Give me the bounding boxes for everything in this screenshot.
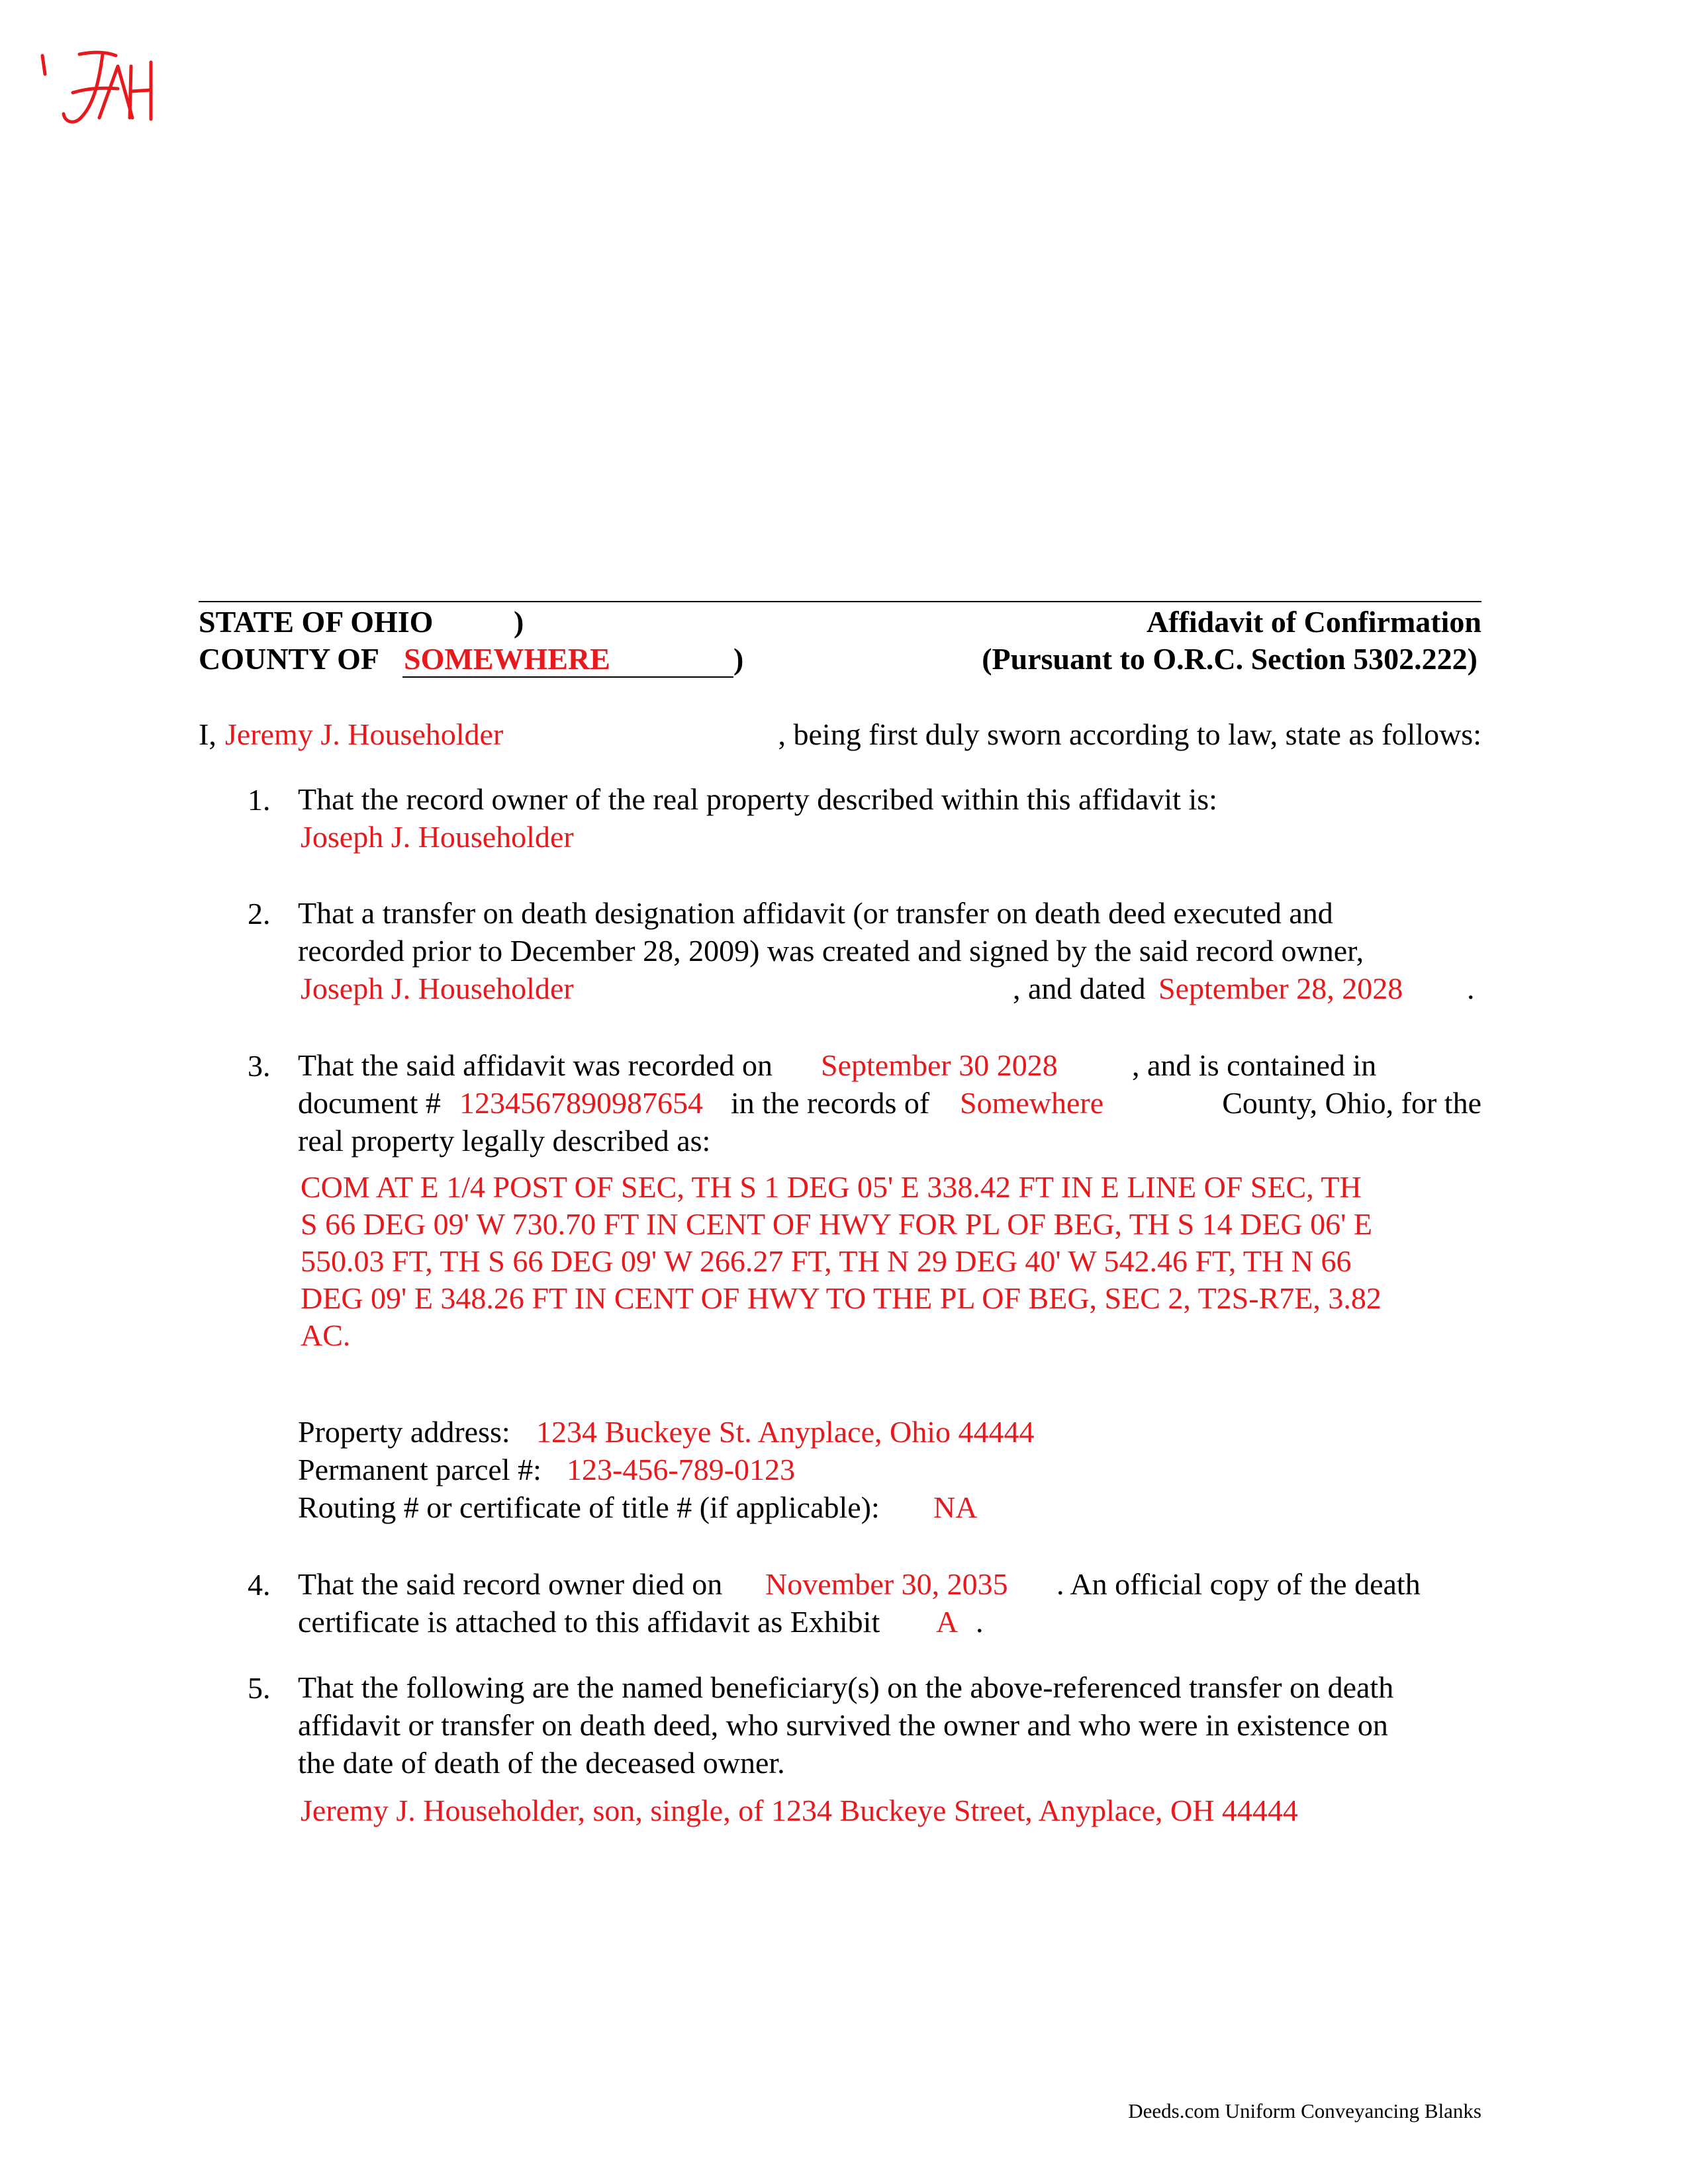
property-address: 1234 Buckeye St. Anyplace, Ohio 44444: [536, 1415, 1035, 1449]
item2-date: September 28, 2028: [1158, 972, 1403, 1005]
county-label: COUNTY OF: [199, 642, 380, 676]
item5-number: 5.: [248, 1671, 271, 1705]
state-label: STATE OF OHIO: [199, 605, 434, 639]
county-underline: [402, 676, 733, 678]
intro-prefix: I,: [199, 717, 216, 751]
legal-description-line: COM AT E 1/4 POST OF SEC, TH S 1 DEG 05' E 338.42 FT IN E LINE OF SEC, TH: [301, 1170, 1362, 1204]
item2-line2: recorded prior to December 28, 2009) was created and signed by the said record owner,: [298, 934, 1364, 968]
item4-period: .: [976, 1605, 984, 1639]
item3-number: 3.: [248, 1049, 271, 1083]
item4-copy-label: . An official copy of the death: [1056, 1567, 1421, 1601]
item4-died-label: That the said record owner died on: [298, 1567, 723, 1601]
parcel-label: Permanent parcel #:: [298, 1453, 541, 1486]
legal-description-line: DEG 09' E 348.26 FT IN CENT OF HWY TO THE PL OF BEG, SEC 2, T2S-R7E, 3.82: [301, 1281, 1382, 1315]
item4-exhibit-label: certificate is attached to this affidavit as Exhibit: [298, 1605, 880, 1639]
property-address-label: Property address:: [298, 1415, 510, 1449]
item2-line1: That a transfer on death designation affidavit (or transfer on death deed executed and: [298, 896, 1333, 930]
item1-number: 1.: [248, 783, 271, 817]
item5-line2: affidavit or transfer on death deed, who survived the owner and who were in existence on: [298, 1708, 1388, 1742]
routing-value: NA: [933, 1490, 978, 1524]
legal-description-line: AC.: [301, 1318, 351, 1352]
item3-document-number: 1234567890987654: [459, 1086, 703, 1120]
affiant-name: Jeremy J. Householder: [225, 717, 504, 751]
item2-dated-label: , and dated: [1013, 972, 1146, 1005]
item4-exhibit: A: [936, 1605, 959, 1639]
item2-period: .: [1467, 972, 1475, 1005]
county-paren: ): [733, 642, 744, 676]
item3-legal-intro: real property legally described as:: [298, 1124, 711, 1158]
state-paren: ): [514, 605, 524, 639]
item3-document-label: document #: [298, 1086, 441, 1120]
intro-suffix: , being first duly sworn according to law, state as follows:: [778, 717, 1481, 751]
item5-beneficiary: Jeremy J. Householder, son, single, of 1234 Buckeye Street, Anyplace, OH 44444: [301, 1794, 1298, 1827]
item4-death-date: November 30, 2035: [765, 1567, 1008, 1601]
routing-label: Routing # or certificate of title # (if applicable):: [298, 1490, 880, 1524]
item3-county: Somewhere: [960, 1086, 1104, 1120]
legal-description-line: 550.03 FT, TH S 66 DEG 09' W 266.27 FT, TH N 29 DEG 40' W 542.46 FT, TH N 66: [301, 1244, 1352, 1278]
item1-text: That the record owner of the real property described within this affidavit is:: [298, 782, 1217, 816]
item5-line1: That the following are the named beneficiary(s) on the above-referenced transfer on death: [298, 1670, 1394, 1704]
document-title: Affidavit of Confirmation: [1147, 605, 1481, 639]
handwritten-initials-mark: [33, 40, 179, 139]
county-value: SOMEWHERE: [404, 642, 610, 676]
item3-contained-label: , and is contained in: [1132, 1048, 1377, 1082]
item3-recorded-label: That the said affidavit was recorded on: [298, 1048, 773, 1082]
item4-number: 4.: [248, 1568, 271, 1602]
document-subtitle: (Pursuant to O.R.C. Section 5302.222): [982, 642, 1477, 676]
legal-description-line: S 66 DEG 09' W 730.70 FT IN CENT OF HWY FOR PL OF BEG, TH S 14 DEG 06' E: [301, 1207, 1373, 1241]
item2-owner: Joseph J. Householder: [301, 972, 574, 1005]
item5-line3: the date of death of the deceased owner.: [298, 1746, 785, 1780]
item3-recorded-date: September 30 2028: [821, 1048, 1058, 1082]
item1-owner: Joseph J. Householder: [301, 820, 574, 854]
parcel-number: 123-456-789-0123: [567, 1453, 795, 1486]
header-rule: [199, 601, 1481, 602]
item3-records-label: in the records of: [731, 1086, 930, 1120]
footer-text: Deeds.com Uniform Conveyancing Blanks: [1128, 2099, 1481, 2122]
item3-county-suffix: County, Ohio, for the: [1222, 1086, 1481, 1120]
item2-number: 2.: [248, 897, 271, 931]
